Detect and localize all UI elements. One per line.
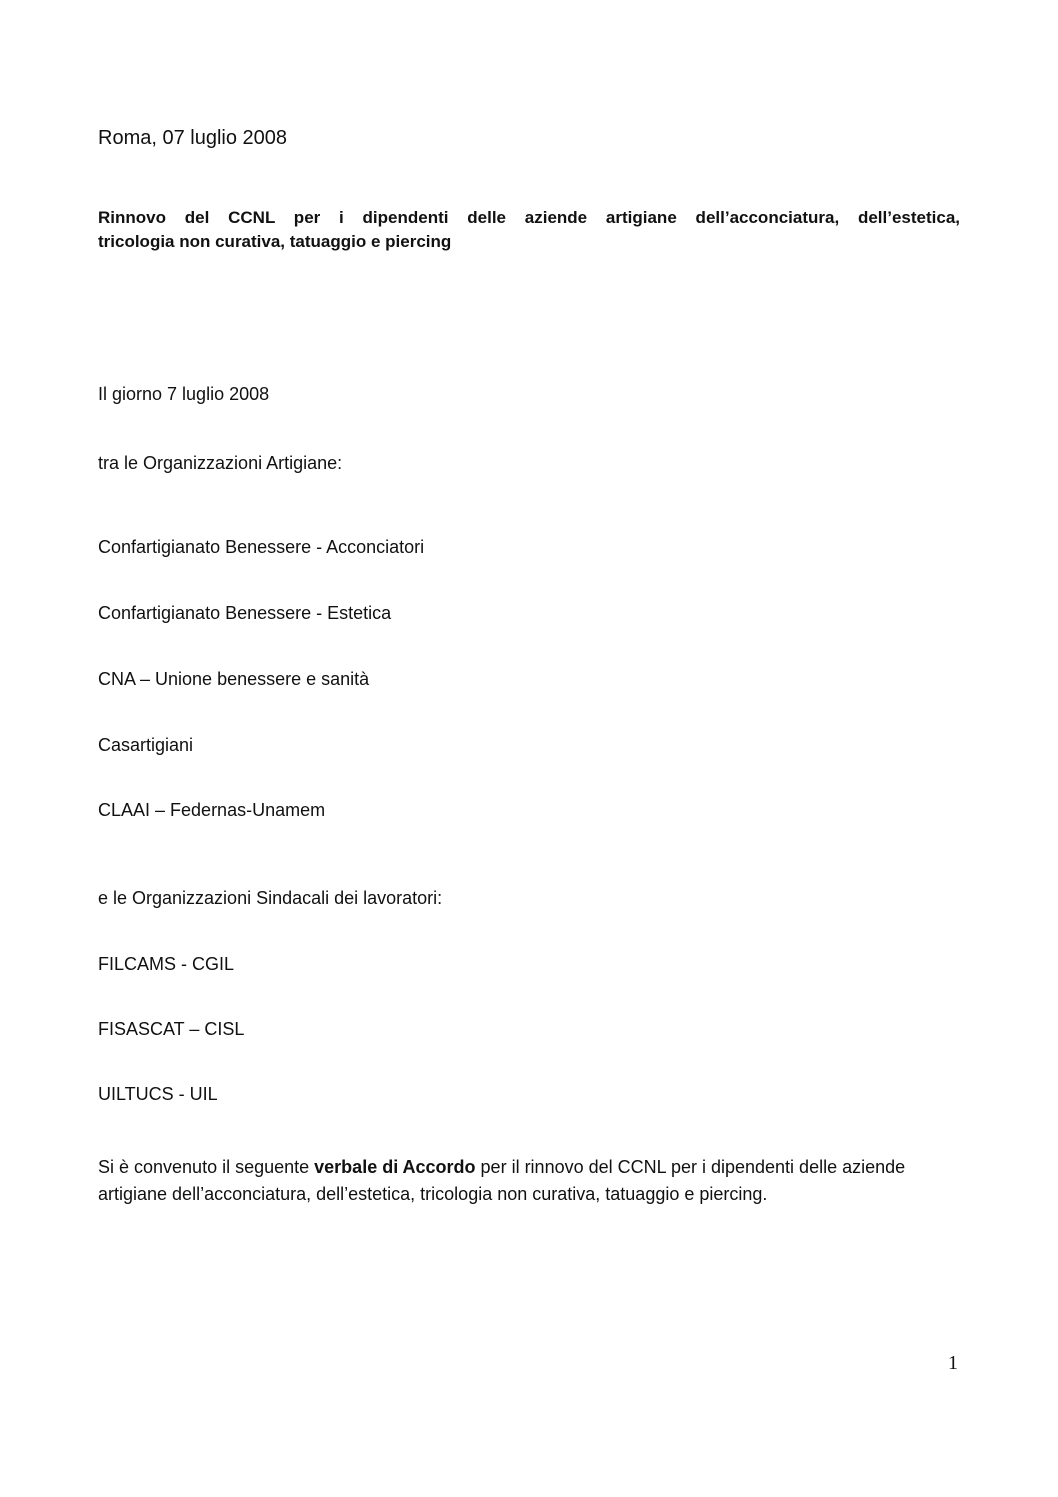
page-number: 1 xyxy=(948,1352,958,1374)
title-line-2: tricologia non curativa, tatuaggio e piercing xyxy=(98,232,452,251)
artisan-org-item: Confartigianato Benessere - Estetica xyxy=(98,603,392,623)
date-line: Roma, 07 luglio 2008 xyxy=(98,127,288,149)
day-line: Il giorno 7 luglio 2008 xyxy=(98,384,270,404)
closing-bold: verbale di Accordo xyxy=(314,1157,476,1177)
artisan-org-item: CNA – Unione benessere e sanità xyxy=(98,669,370,689)
title-line-1: Rinnovo del CCNL per i dipendenti delle aziende artigiane dell’acconciatura, dell’estetica, xyxy=(98,208,960,227)
artisan-org-item: CLAAI – Federnas-Unamem xyxy=(98,800,326,820)
document-title xyxy=(98,206,960,254)
closing-prefix: Si è convenuto il seguente xyxy=(98,1157,315,1177)
union-intro: e le Organizzazioni Sindacali dei lavoratori: xyxy=(98,888,443,908)
union-org-item: FISASCAT – CISL xyxy=(98,1019,245,1039)
closing-suffix: per il rinnovo del CCNL per i dipendenti delle aziende artigiane dell’acconciatura, dell’estetica, tricologia non curativa, tatuaggio e piercing. xyxy=(98,1157,906,1204)
closing-paragraph xyxy=(98,1154,962,1208)
artisan-intro: tra le Organizzazioni Artigiane: xyxy=(98,453,343,473)
artisan-org-item: Casartigiani xyxy=(98,735,194,755)
artisan-org-item: Confartigianato Benessere - Acconciatori xyxy=(98,537,425,557)
union-org-item: UILTUCS - UIL xyxy=(98,1084,218,1104)
union-org-item: FILCAMS - CGIL xyxy=(98,954,235,974)
